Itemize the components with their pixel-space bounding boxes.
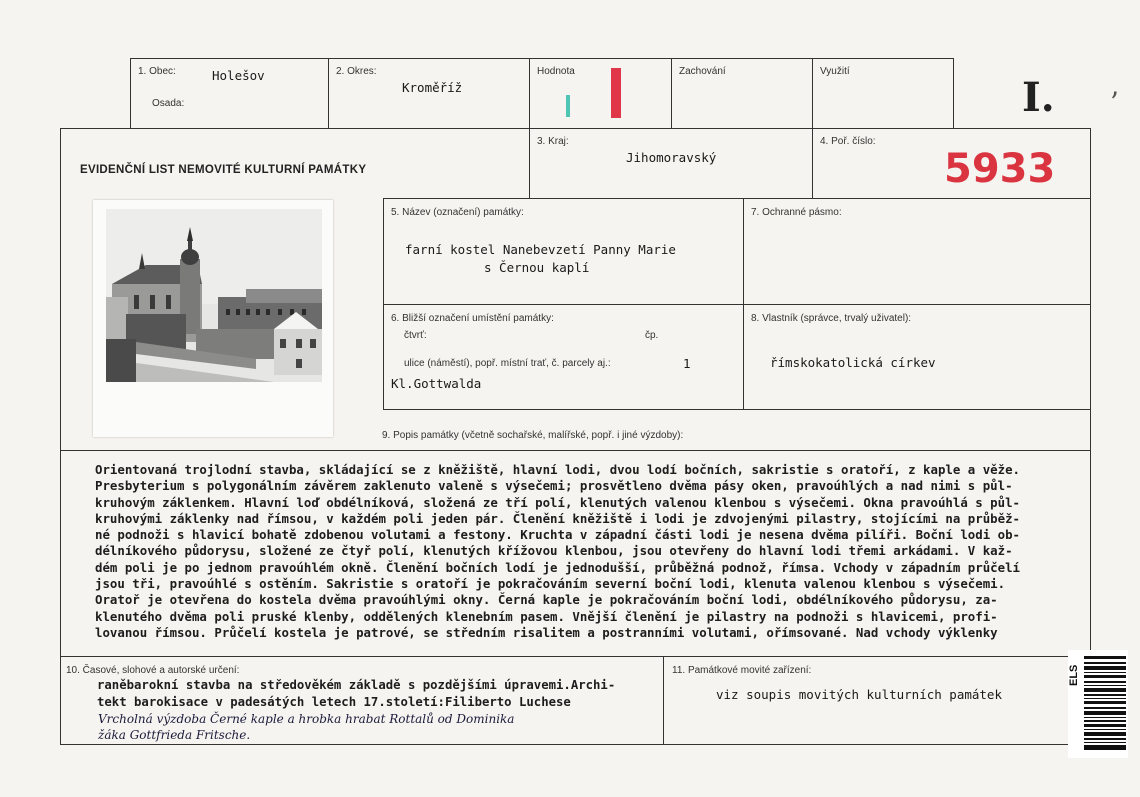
- handwritten-note-line1: Vrcholná výzdoba Černé kaple a hrobka hrabat Rottalů od Dominika: [98, 712, 515, 726]
- cp-label: čp.: [645, 330, 659, 341]
- popis-line: Oratoř je otevřena do kostela dvěma pravoúhlými okny. Černá kaple je pokračováním boční lodi, obdélníkového půdorysu, za-: [95, 592, 998, 608]
- ctvrt-label: čtvrť:: [404, 330, 427, 341]
- vlastnik-label: 8. Vlastník (správce, trvalý uživatel):: [751, 313, 912, 324]
- nazev-line2: s Černou kaplí: [484, 260, 590, 275]
- rule: [671, 58, 672, 128]
- vyuziti-label: Využití: [820, 66, 850, 77]
- rule: [529, 128, 530, 198]
- popis-line: kruhovým záklenkem. Hlavní loď obdélníková, složená ze tří polí, klenutých valenou klenbou s výsečemi. Okna pravoúhlá s půl-: [95, 494, 1021, 510]
- popis-line: délníkového půdorysu, složené ze čtyř polí, klenutých křížovou klenbou, jsou otevřeny do hlavní lodi třemi arkádami. V kaž-: [95, 543, 1013, 559]
- popis-line: lovanou římsou. Průčelí kostela je patrové, se středním risalitem a postranními volutami, ořímsované. Nad vchody výklenky: [95, 624, 998, 640]
- nazev-label: 5. Název (označení) památky:: [391, 207, 524, 218]
- rule: [383, 409, 1091, 410]
- form-title: EVIDENČNÍ LIST NEMOVITÉ KULTURNÍ PAMÁTKY: [80, 164, 367, 176]
- barcode-icon: [1084, 656, 1126, 750]
- rule: [383, 198, 1091, 199]
- popis-line: Orientovaná trojlodní stavba, skládající se z kněžiště, hlavní lodi, dvou lodí bočních, sakristie s oratoří, z kaple a věže.: [95, 462, 1021, 477]
- hodnota-red-mark: [611, 68, 621, 118]
- rule: [812, 128, 813, 198]
- okres-label: 2. Okres:: [336, 66, 377, 77]
- rule: [812, 58, 813, 128]
- hodnota-teal-mark: [566, 95, 570, 117]
- rule: [130, 58, 131, 128]
- zachovani-label: Zachování: [679, 66, 726, 77]
- vlastnik-value: římskokatolická církev: [770, 355, 936, 370]
- barcode-label: ELS: [1068, 664, 1080, 686]
- rule: [529, 58, 530, 128]
- rule: [60, 450, 1091, 451]
- kraj-label: 3. Kraj:: [537, 136, 569, 147]
- rule: [60, 744, 1070, 745]
- kraj-value: Jihomoravský: [626, 150, 717, 165]
- movite-zarizeni-label: 11. Památkové movité zařízení:: [672, 665, 812, 676]
- casove-urceni-text: [97, 677, 615, 711]
- rule: [60, 128, 61, 745]
- church-photo: [106, 209, 322, 382]
- handwritten-note-line2: žáka Gottfrieda Fritsche.: [98, 728, 251, 742]
- popis-line: né podnoži s hlavicí bohatě zdobenou volutami a festony. Kruchta v západní části lodi je nesena dvěma pilíři. Boční lodi ob-: [95, 527, 1021, 543]
- okres-value: Kroměříž: [402, 80, 463, 95]
- popis-text: [95, 462, 1087, 641]
- ochranne-pasmo-label: 7. Ochranné pásmo:: [751, 207, 842, 218]
- popis-line: kruhovými záklenky nad římsou, v každém poli jeden pár. Členění kněžiště i lodi je zdvojenými pilastry, stojícími na průběž-: [95, 510, 1021, 526]
- ulice-value: Kl.Gottwalda: [391, 376, 482, 391]
- rule: [130, 58, 954, 59]
- category-mark: I.: [1022, 74, 1055, 121]
- rule: [953, 58, 954, 128]
- popis-line: Presbyterium s polygonálním závěrem zaklenuto valeně s výsečemi; prosvětleno dvěma pásy oken, pravoúhlých a nad nimi s půl-: [95, 478, 1013, 494]
- popis-line: klenutého dvěma poli pruské klenby, oddělených klenebním pasem. Vnější členění je pilastry na podnoži s hlavicemi, profi-: [95, 608, 998, 624]
- casove-line: raněbarokní stavba na středověkém základě s pozdějšími úpravemi.Archi-: [97, 678, 616, 692]
- osada-label: Osada:: [152, 98, 185, 109]
- popis-label: 9. Popis památky (včetně sochařské, malířské, popř. i jiné výzdoby):: [382, 430, 684, 441]
- rule: [60, 128, 1091, 129]
- umisteni-label: 6. Bližší označení umístění památky:: [391, 313, 554, 324]
- rule: [60, 656, 1091, 657]
- popis-line: jsou tři, pravoúhlé s ostěním. Sakristie s oratoří je pokračováním severní boční lodi, klenuta valenou klenbou s výsečemi.: [95, 576, 1006, 592]
- casove-urceni-label: 10. Časové, slohové a autorské určení:: [66, 665, 240, 676]
- ulice-label: ulice (náměstí), popř. místní trať, č. parcely aj.:: [404, 358, 611, 369]
- hodnota-label: Hodnota: [537, 66, 575, 77]
- ulice-number: 1: [683, 356, 691, 371]
- obec-value: Holešov: [212, 68, 265, 83]
- nazev-line1: farní kostel Nanebevzetí Panny Marie: [405, 242, 676, 257]
- por-cislo-label: 4. Poř. číslo:: [820, 136, 876, 147]
- rule: [1090, 128, 1091, 657]
- rule: [663, 656, 664, 745]
- casove-line: tekt barokisace v padesátých letech 17.století:Filiberto Luchese: [97, 695, 571, 709]
- obec-label: 1. Obec:: [138, 66, 176, 77]
- rule: [383, 304, 1091, 305]
- movite-zarizeni-value: viz soupis movitých kulturních památek: [716, 687, 1002, 702]
- edge-mark: ’: [1110, 86, 1119, 119]
- por-cislo-value: 5933: [944, 146, 1056, 192]
- popis-line: dém poli je po jednom pravoúhlém okně. Členění bočních lodí je jednodušší, průběžná podnož, římsa. Vchody v západním průčelí: [95, 559, 1021, 575]
- rule: [328, 58, 329, 128]
